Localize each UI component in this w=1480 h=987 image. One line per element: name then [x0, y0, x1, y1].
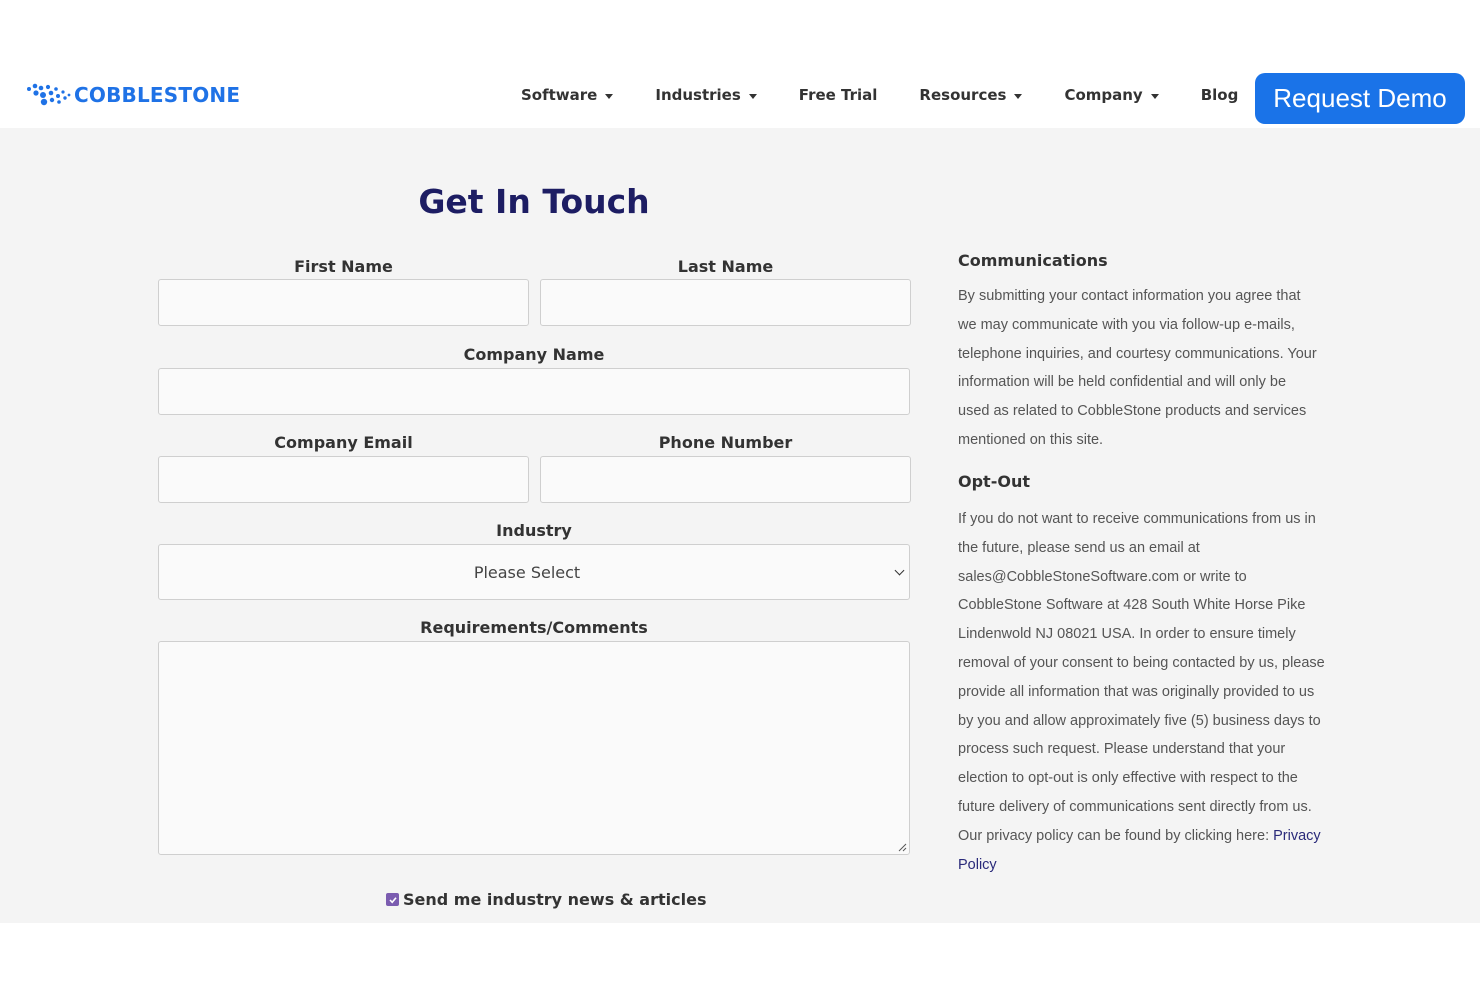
- request-demo-button[interactable]: Request Demo: [1255, 73, 1465, 124]
- newsletter-label: Send me industry news & articles: [403, 890, 707, 909]
- last-name-label: Last Name: [677, 257, 774, 276]
- company-email-input[interactable]: [158, 456, 529, 503]
- text-line: information will be held confidential and will only be: [958, 374, 1287, 391]
- text-line: process such request. Please understand that your: [958, 741, 1286, 758]
- optout-section: [958, 472, 1338, 879]
- first-name-label: First Name: [294, 257, 393, 276]
- privacy-policy-link[interactable]: Privacy: [1273, 827, 1321, 844]
- text-line: mentioned on this site.: [958, 431, 1104, 448]
- caret-down-icon: [749, 94, 757, 99]
- privacy-policy-link-continued[interactable]: Policy: [958, 856, 997, 873]
- text-line: future delivery of communications sent directly from us.: [958, 798, 1312, 815]
- phone-number-input[interactable]: [540, 456, 911, 503]
- industry-selected-value: Please Select: [473, 562, 581, 582]
- site-header: [0, 60, 1480, 128]
- company-name-input[interactable]: [158, 368, 910, 415]
- privacy-text: Our privacy policy can be found by clicking here:: [958, 827, 1274, 844]
- nav-blog[interactable]: [1201, 86, 1239, 104]
- text-line: telephone inquiries, and courtesy communications. Your: [958, 345, 1317, 362]
- caret-down-icon: [605, 94, 613, 99]
- nav-free-trial-label: Free Trial: [798, 86, 878, 104]
- industry-label: Industry: [496, 521, 572, 540]
- text-line: provide all information that was originally provided to us: [958, 683, 1315, 700]
- communications-section: [958, 251, 1338, 455]
- newsletter-option[interactable]: [386, 890, 706, 909]
- main-nav: [521, 86, 1238, 104]
- communications-heading: Communications: [958, 251, 1108, 270]
- company-email-label: Company Email: [274, 433, 413, 452]
- text-line: Lindenwold NJ 08021 USA. In order to ensure timely: [958, 626, 1296, 643]
- text-line: CobbleStone Software at 428 South White Horse Pike: [958, 597, 1306, 614]
- page-title: Get In Touch: [418, 182, 650, 221]
- company-name-label: Company Name: [463, 345, 605, 364]
- resize-handle-icon[interactable]: [898, 843, 907, 852]
- text-line: If you do not want to receive communications from us in: [958, 511, 1316, 527]
- first-name-input[interactable]: [158, 279, 529, 326]
- nav-industries[interactable]: [655, 86, 756, 104]
- nav-software-label: Software: [521, 86, 598, 104]
- comments-textarea[interactable]: [158, 641, 910, 855]
- comments-label: Requirements/Comments: [420, 618, 648, 637]
- logo-dots-icon: [26, 82, 72, 108]
- check-icon: [388, 895, 398, 905]
- chevron-down-icon: [895, 566, 905, 576]
- text-line: election to opt-out is only effective with respect to the: [958, 770, 1298, 787]
- phone-number-label: Phone Number: [658, 433, 793, 452]
- optout-heading: Opt-Out: [958, 472, 1030, 491]
- logo-text: COBBLESTONE: [74, 83, 241, 107]
- caret-down-icon: [1014, 94, 1022, 99]
- contact-section: [0, 128, 1480, 923]
- text-line: removal of your consent to being contacted by us, please: [958, 654, 1325, 671]
- text-line: by you and allow approximately five (5) business days to: [958, 712, 1321, 729]
- caret-down-icon: [1151, 94, 1159, 99]
- communications-text: [958, 282, 1338, 455]
- text-line: sales@CobbleStoneSoftware.com or write to: [958, 568, 1247, 585]
- nav-resources-label: Resources: [919, 86, 1007, 104]
- nav-company-label: Company: [1064, 86, 1143, 104]
- cobblestone-logo[interactable]: [26, 82, 240, 108]
- industry-select[interactable]: [158, 544, 910, 600]
- nav-software[interactable]: [521, 86, 613, 104]
- text-line: [958, 822, 1338, 851]
- nav-blog-label: Blog: [1200, 86, 1239, 104]
- text-line: [958, 851, 1338, 880]
- last-name-input[interactable]: [540, 279, 911, 326]
- nav-industries-label: Industries: [655, 86, 741, 104]
- text-line: used as related to CobbleStone products and services: [958, 403, 1307, 420]
- newsletter-checkbox[interactable]: [386, 893, 399, 906]
- nav-company[interactable]: [1064, 86, 1158, 104]
- text-line: we may communicate with you via follow-up e-mails,: [958, 316, 1295, 333]
- text-line: By submitting your contact information you agree that: [958, 288, 1301, 304]
- optout-text: [958, 505, 1338, 879]
- nav-free-trial[interactable]: [799, 86, 878, 104]
- nav-resources[interactable]: [919, 86, 1022, 104]
- text-line: the future, please send us an email at: [958, 539, 1200, 556]
